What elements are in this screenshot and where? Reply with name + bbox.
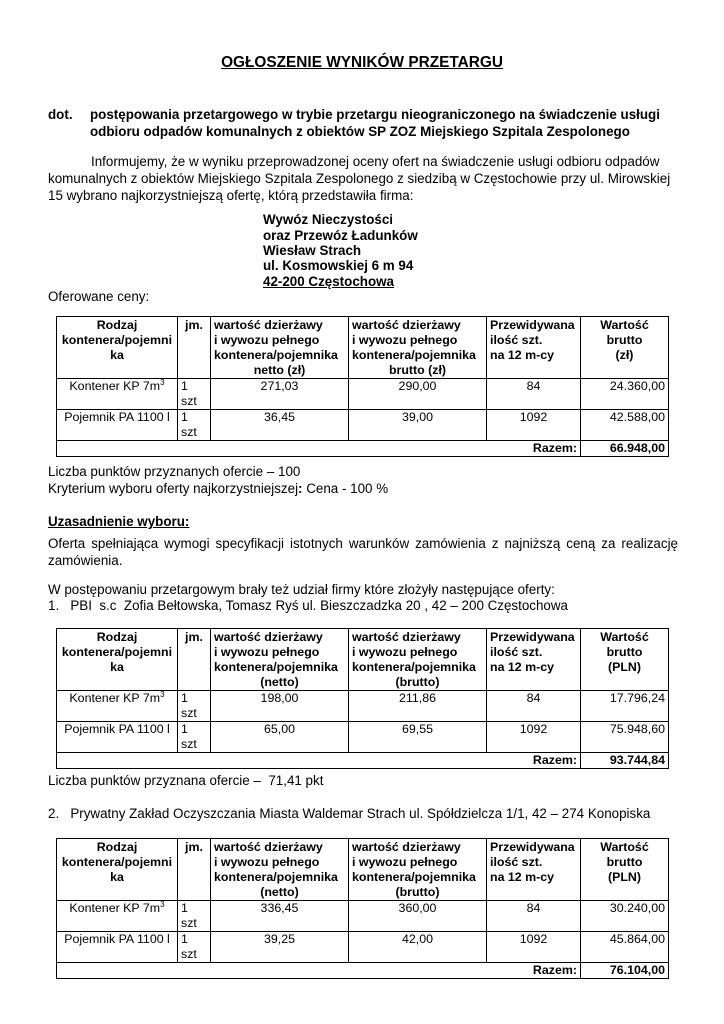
cell-name: Kontener KP $7m^3$ <box>57 901 178 932</box>
cell-net: 336,45 <box>211 901 349 932</box>
total-value: 93.744,84 <box>581 753 669 769</box>
intro-line-3: 15 wybrano najkorzystniejszą ofertę, którą przedstawiła firma: <box>48 188 414 203</box>
cell-gross: 42,00 <box>349 932 487 963</box>
offer-2-title: 2. Prywatny Zakład Oczyszczania Miasta Waldemar Strach ul. Spółdzielcza 1/1, 42 – 274 Konopiska <box>48 806 651 821</box>
cell-gross: 69,55 <box>349 722 487 753</box>
cell-value: 24.360,00 <box>581 379 669 410</box>
winner-line-2: oraz Przewóz Ładunków <box>263 228 418 243</box>
table-row <box>57 722 669 753</box>
intro-line-1: Informujemy, że w wyniku przeprowadzonej oceny ofert na świadczenie usługi odbioru odpadów <box>91 154 660 169</box>
table-header-row <box>57 317 669 379</box>
cell-net: 36,45 <box>211 410 349 441</box>
cell-quantity: 84 <box>487 691 581 722</box>
cell-unit: 1 szt <box>178 901 211 932</box>
header-container-type: Rodzaj kontenera/pojemni ka <box>57 839 178 901</box>
table-header-row <box>57 839 669 901</box>
cell-value: 30.240,00 <box>581 901 669 932</box>
header-net-value: wartość dzierżawy i wywozu pełnego kontenera/pojemnika netto (zł) <box>211 317 349 379</box>
points-line: Liczba punktów przyznanych ofercie – 100 <box>48 464 301 479</box>
table-row <box>57 932 669 963</box>
cell-gross: 39,00 <box>349 410 487 441</box>
header-container-type: Rodzaj kontenera/pojemni ka <box>57 629 178 691</box>
cell-name: Pojemnik PA 1100 l <box>57 932 178 963</box>
cell-gross: 360,00 <box>349 901 487 932</box>
subject-line-1: postępowania przetargowego w trybie przetargu nieograniczonego na świadczenie usługi <box>90 107 660 122</box>
cell-name: Kontener KP $7m^3$ <box>57 379 178 410</box>
offer-1-title: 1. PBI s.c Zofia Bełtowska, Tomasz Ryś ul. Bieszczadzka 20 , 42 – 200 Częstochowa <box>48 598 568 613</box>
table-row <box>57 410 669 441</box>
table-total-row <box>57 753 669 769</box>
cell-value: 45.864,00 <box>581 932 669 963</box>
table-total-row <box>57 963 669 979</box>
header-gross-value: wartość dzierżawy i wywozu pełnego kontenera/pojemnika brutto (zł) <box>349 317 487 379</box>
total-label: Razem: <box>57 963 581 979</box>
cell-quantity: 1092 <box>487 410 581 441</box>
header-net-value: wartość dzierżawy i wywozu pełnego kontenera/pojemnika (netto) <box>211 839 349 901</box>
offer-1-points: Liczba punktów przyznana ofercie – 71,41 pkt <box>48 773 324 788</box>
header-quantity: Przewidywana ilość szt. na 12 m-cy <box>487 629 581 691</box>
cell-name: Pojemnik PA 1100 l <box>57 410 178 441</box>
cell-unit: 1 szt <box>178 722 211 753</box>
header-unit: jm. <box>178 839 211 901</box>
total-value: 66.948,00 <box>581 441 669 457</box>
header-quantity: Przewidywana ilość szt. na 12 m-cy <box>487 317 581 379</box>
cell-value: 75.948,60 <box>581 722 669 753</box>
cell-net: 198,00 <box>211 691 349 722</box>
header-gross-value: wartość dzierżawy i wywozu pełnego kontenera/pojemnika (brutto) <box>349 839 487 901</box>
header-quantity: Przewidywana ilość szt. na 12 m-cy <box>487 839 581 901</box>
header-total-gross: Wartość brutto (zł) <box>581 317 669 379</box>
offered-prices-label: Oferowane ceny: <box>48 289 150 304</box>
cell-quantity: 1092 <box>487 932 581 963</box>
header-net-value: wartość dzierżawy i wywozu pełnego kontenera/pojemnika (netto) <box>211 629 349 691</box>
cell-quantity: 84 <box>487 379 581 410</box>
cell-net: 39,25 <box>211 932 349 963</box>
winner-address: ul. Kosmowskiej 6 m 94 <box>263 258 414 273</box>
cell-unit: 1 szt <box>178 379 211 410</box>
other-offers-intro: W postępowaniu przetargowym brały też udział firmy które złożyły następujące oferty: <box>48 582 555 597</box>
cell-unit: 1 szt <box>178 932 211 963</box>
cell-value: 17.796,24 <box>581 691 669 722</box>
offer-1-price-table <box>56 628 669 769</box>
cell-gross: 211,86 <box>349 691 487 722</box>
winner-price-table <box>56 316 669 457</box>
criterion-line: Kryterium wyboru oferty najkorzystniejszej: Cena - 100 % <box>48 481 389 496</box>
table-row <box>57 691 669 722</box>
cell-gross: 290,00 <box>349 379 487 410</box>
winner-line-3: Wiesław Strach <box>263 243 362 258</box>
cell-unit: 1 szt <box>178 410 211 441</box>
cell-quantity: 84 <box>487 901 581 932</box>
header-total-gross: Wartość brutto (PLN) <box>581 839 669 901</box>
cell-net: 65,00 <box>211 722 349 753</box>
subject-label: dot. <box>48 107 73 122</box>
total-value: 76.104,00 <box>581 963 669 979</box>
subject-line-2: odbioru odpadów komunalnych z obiektów SP ZOZ Miejskiego Szpitala Zespolonego <box>90 124 630 139</box>
justification-heading: Uzasadnienie wyboru: <box>48 514 190 529</box>
offer-2-price-table <box>56 838 669 979</box>
total-label: Razem: <box>57 441 581 457</box>
header-gross-value: wartość dzierżawy i wywozu pełnego kontenera/pojemnika (brutto) <box>349 629 487 691</box>
winner-city: 42-200 Częstochowa <box>263 274 394 289</box>
cell-name: Kontener KP $7m^3$ <box>57 691 178 722</box>
header-unit: jm. <box>178 317 211 379</box>
cell-value: 42.588,00 <box>581 410 669 441</box>
justification-line-2: zamówienia. <box>48 553 123 568</box>
cell-name: Pojemnik PA 1100 l <box>57 722 178 753</box>
winner-line-1: Wywóz Nieczystości <box>263 212 393 227</box>
cell-unit: 1 szt <box>178 691 211 722</box>
total-label: Razem: <box>57 753 581 769</box>
table-total-row <box>57 441 669 457</box>
header-container-type: Rodzaj kontenera/pojemni ka <box>57 317 178 379</box>
header-unit: jm. <box>178 629 211 691</box>
intro-line-2: komunalnych z obiektów Miejskiego Szpitala Zespolonego z siedzibą w Częstochowie przy ul. Mirowskiej <box>48 171 671 186</box>
table-row <box>57 901 669 932</box>
header-total-gross: Wartość brutto (PLN) <box>581 629 669 691</box>
cell-quantity: 1092 <box>487 722 581 753</box>
justification-line-1: Oferta spełniająca wymogi specyfikacji istotnych warunków zamówienia z najniższą ceną za realizację <box>48 536 678 551</box>
cell-net: 271,03 <box>211 379 349 410</box>
table-header-row <box>57 629 669 691</box>
table-row <box>57 379 669 410</box>
page-title: OGŁOSZENIE WYNIKÓW PRZETARGU <box>221 54 503 71</box>
